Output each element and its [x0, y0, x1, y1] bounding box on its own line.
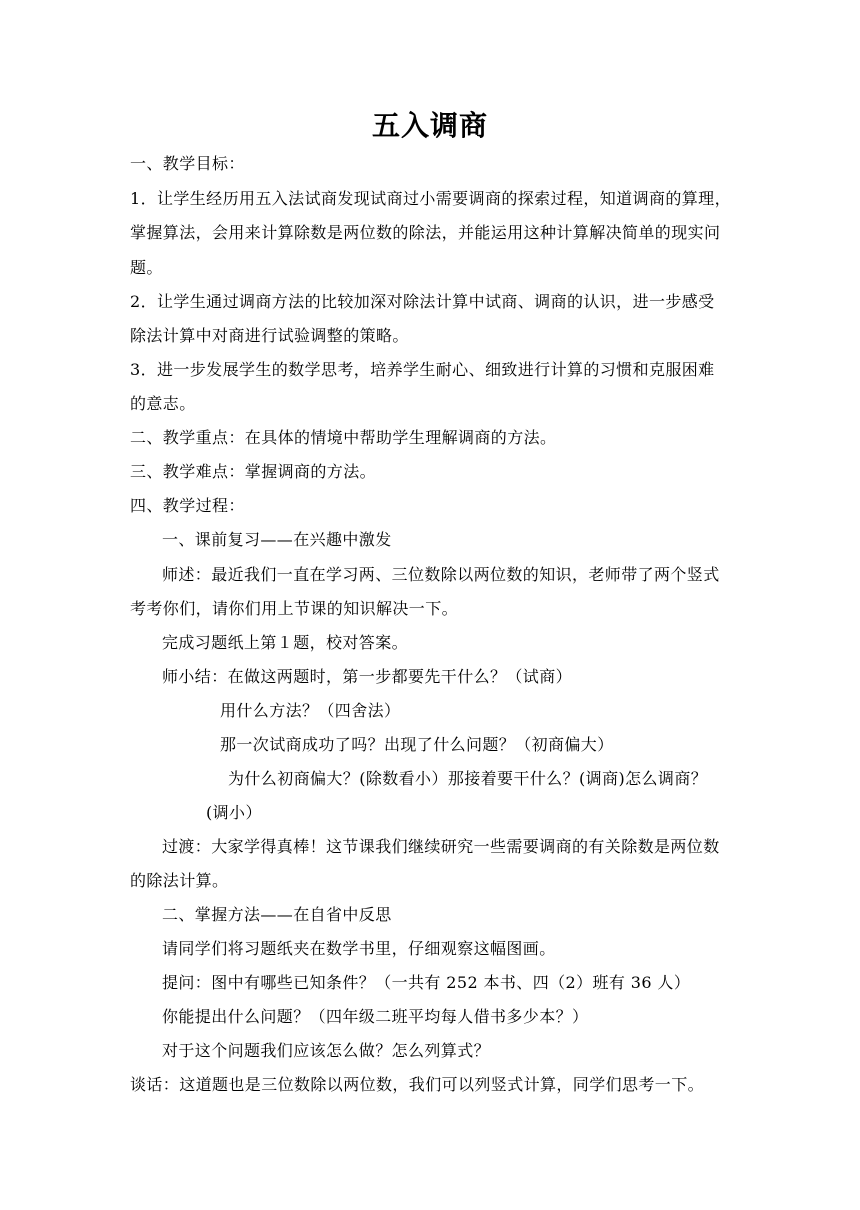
discussion-line: 谈话：这道题也是三位数除以两位数，我们可以列竖式计算，同学们思考一下。 [130, 1075, 705, 1094]
section-heading-process: 四、教学过程： [130, 496, 245, 515]
summary-question-2: 那一次试商成功了吗？出现了什么问题？（初商偏大） [220, 735, 614, 754]
objective-3-line-1: 3．进一步发展学生的数学思考，培养学生耐心、细致进行计算的习惯和克服困难 [130, 360, 715, 379]
subsection-review: 一、课前复习——在兴趣中激发 [162, 530, 392, 549]
section-heading-key-points: 二、教学重点：在具体的情境中帮助学生理解调商的方法。 [130, 428, 557, 447]
subsection-method: 二、掌握方法——在自省中反思 [162, 905, 392, 924]
exercise-instruction: 完成习题纸上第１题，校对答案。 [162, 633, 409, 652]
summary-question-3: 为什么初商偏大？(除数看小）那接着要干什么？(调商)怎么调商？ [228, 769, 708, 788]
observe-instruction: 请同学们将习题纸夹在数学书里，仔细观察这幅图画。 [162, 939, 556, 958]
transition-line-1: 过渡：大家学得真棒！这节课我们继续研究一些需要调商的有关除数是两位数 [162, 837, 720, 856]
objective-2-line-1: 2．让学生通过调商方法的比较加深对除法计算中试商、调商的认识，进一步感受 [130, 292, 715, 311]
question-known-conditions: 提问：图中有哪些已知条件？（一共有 252 本书、四（2）班有 36 人） [162, 973, 691, 992]
teacher-summary: 师小结：在做这两题时，第一步都要先干什么？（试商） [162, 667, 573, 686]
objective-1-line-3: 题。 [130, 258, 163, 277]
summary-question-1: 用什么方法？（四舍法） [220, 701, 401, 720]
document-title: 五入调商 [371, 109, 488, 142]
question-ask-problem: 你能提出什么问题？（四年级二班平均每人借书多少本？） [162, 1007, 589, 1026]
question-how-to-solve: 对于这个问题我们应该怎么做？怎么列算式？ [162, 1041, 491, 1060]
transition-line-2: 的除法计算。 [130, 871, 229, 890]
objective-2-line-2: 除法计算中对商进行试验调整的策略。 [130, 326, 409, 345]
section-heading-difficulties: 三、教学难点：掌握调商的方法。 [130, 462, 377, 481]
objective-1-line-1: 1．让学生经历用五入法试商发现试商过小需要调商的探索过程，知道调商的算理， [130, 189, 731, 208]
objective-1-line-2: 掌握算法，会用来计算除数是两位数的除法，并能运用这种计算解决简单的现实问 [130, 223, 721, 242]
summary-question-3-cont: (调小） [206, 803, 262, 822]
teacher-statement-line-2: 考考你们，请你们用上节课的知识解决一下。 [130, 599, 459, 618]
section-heading-objectives: 一、教学目标： [130, 154, 245, 173]
objective-3-line-2: 的意志。 [130, 394, 196, 413]
teacher-statement-line-1: 师述：最近我们一直在学习两、三位数除以两位数的知识，老师带了两个竖式 [162, 565, 720, 584]
